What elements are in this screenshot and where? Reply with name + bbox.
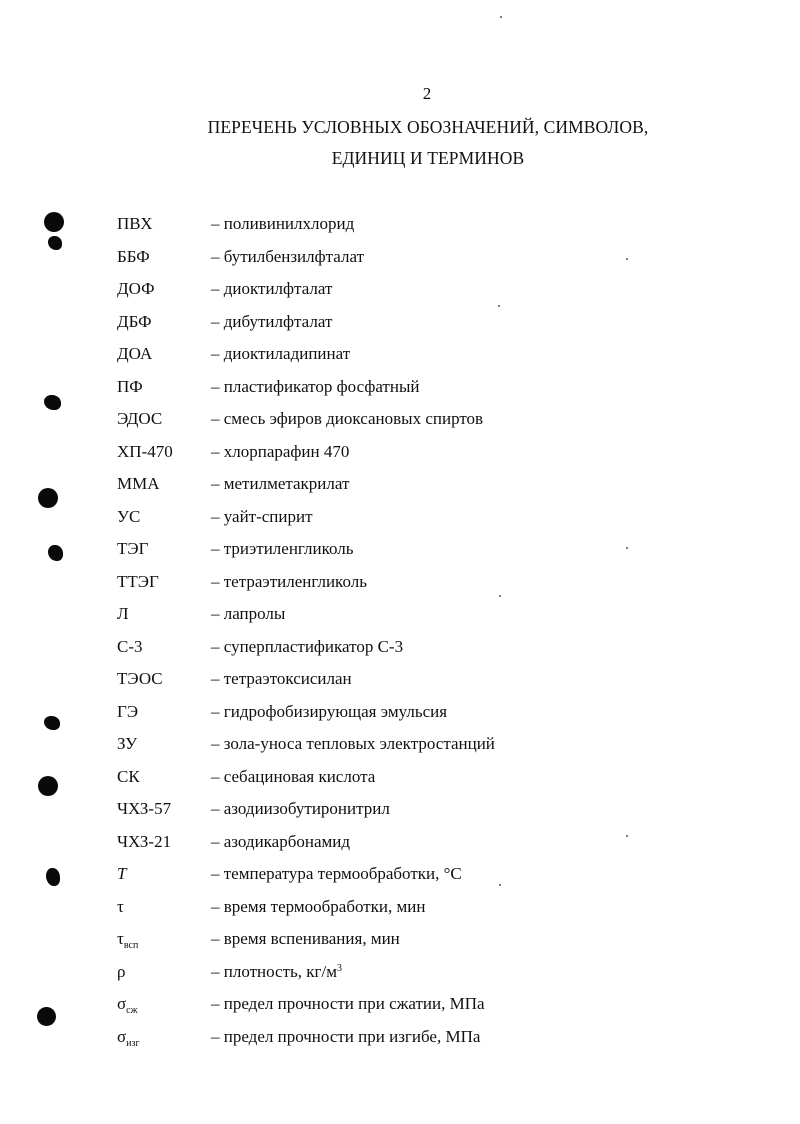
- list-item: [0, 929, 800, 962]
- scan-speck: [626, 258, 628, 260]
- abbreviation: ТТЭГ: [117, 571, 159, 591]
- definition: – предел прочности при сжатии, МПа: [211, 994, 485, 1013]
- definition: – диоктилфталат: [211, 279, 333, 298]
- punch-hole-mark: [38, 776, 58, 796]
- list-item: [0, 962, 800, 995]
- abbreviation: ЗУ: [117, 734, 138, 753]
- punch-hole-mark: [44, 395, 61, 410]
- list-item: [0, 442, 800, 475]
- definition: – тетраэтоксисилан: [211, 669, 352, 688]
- definition: – бутилбензилфталат: [211, 246, 364, 266]
- scan-speck: [500, 16, 502, 18]
- abbreviation: ММА: [117, 474, 160, 493]
- definition: – азодиизобутиронитрил: [211, 799, 390, 818]
- subscript: всп: [123, 940, 139, 951]
- definition: – лапролы: [211, 604, 286, 623]
- list-item: [0, 409, 800, 442]
- list-item: [0, 1027, 800, 1060]
- abbreviation: С-3: [117, 636, 143, 656]
- definition: – предел прочности при изгибе, МПа: [211, 1026, 481, 1046]
- definition: – время вспенивания, мин: [211, 929, 400, 948]
- list-item: [0, 637, 800, 670]
- definition: – дибутилфталат: [211, 311, 333, 331]
- definition: – пластификатор фосфатный: [211, 376, 420, 396]
- list-item: [0, 702, 800, 735]
- subscript: изг: [126, 1037, 140, 1049]
- list-item: [0, 377, 800, 410]
- definition: – суперпластификатор С-3: [211, 636, 404, 656]
- definition: – себациновая кислота: [211, 766, 376, 786]
- list-item: [0, 734, 800, 767]
- list-item: [0, 572, 800, 605]
- abbreviation-symbol-with-subscript: [117, 994, 138, 1016]
- list-item: [0, 312, 800, 345]
- list-item: [0, 214, 800, 247]
- definition: – зола-уноса тепловых электростанций: [211, 734, 495, 753]
- scan-speck: [499, 884, 501, 886]
- list-item: [0, 344, 800, 377]
- abbreviation: ДБФ: [117, 311, 152, 331]
- list-item: [0, 799, 800, 832]
- abbreviation: ДОФ: [117, 279, 155, 298]
- list-item: [0, 832, 800, 865]
- punch-hole-mark: [46, 868, 60, 886]
- list-item: [0, 474, 800, 507]
- abbreviation: УС: [117, 506, 141, 526]
- definition: – диоктиладипинат: [211, 344, 351, 363]
- punch-hole-mark: [44, 716, 60, 730]
- list-item: [0, 669, 800, 702]
- abbreviation: ХП-470: [117, 441, 173, 461]
- definition: – плотность, кг/м: [211, 961, 337, 981]
- scan-speck: [626, 547, 628, 549]
- abbreviation: ББФ: [117, 246, 150, 266]
- definition: – метилметакрилат: [211, 474, 350, 493]
- definition: – температура термообработки, °С: [211, 864, 462, 883]
- abbreviation: СК: [117, 766, 140, 786]
- list-item: [0, 507, 800, 540]
- abbreviation: ТЭОС: [117, 669, 163, 688]
- subscript: сж: [126, 1005, 138, 1016]
- abbreviation: ПФ: [117, 376, 143, 396]
- definition: – тетраэтиленгликоль: [211, 571, 367, 591]
- page-title-line-1: ПЕРЕЧЕНЬ УСЛОВНЫХ ОБОЗНАЧЕНИЙ, СИМВОЛОВ,: [207, 117, 649, 137]
- list-item: [0, 897, 800, 930]
- abbreviation-symbol-with-subscript: [117, 929, 138, 951]
- punch-hole-mark: [48, 545, 63, 561]
- abbreviation: T: [117, 864, 127, 883]
- page-number: 2: [422, 84, 432, 103]
- list-item: [0, 994, 800, 1027]
- list-item: [0, 279, 800, 312]
- abbreviation: ЧХЗ-57: [117, 799, 172, 818]
- abbreviation: ρ: [117, 961, 126, 981]
- scan-speck: [499, 595, 501, 597]
- abbreviation: ПВХ: [117, 214, 153, 233]
- abbreviation: ЭДОС: [117, 409, 163, 428]
- list-item: [0, 864, 800, 897]
- abbreviation: τ: [117, 896, 124, 916]
- list-item: [0, 539, 800, 572]
- definition: – уайт-спирит: [211, 506, 313, 526]
- scan-speck: [498, 305, 500, 307]
- page-title-line-2: ЕДИНИЦ И ТЕРМИНОВ: [331, 148, 525, 168]
- punch-hole-mark: [38, 488, 58, 508]
- scan-speck: [626, 835, 628, 837]
- abbreviation: ГЭ: [117, 701, 139, 721]
- superscript: 3: [337, 962, 342, 974]
- definition: – поливинилхлорид: [211, 214, 355, 233]
- definition: – смесь эфиров диоксановых спиртов: [211, 409, 484, 428]
- definition-with-superscript: [211, 962, 342, 982]
- punch-hole-mark: [44, 212, 64, 232]
- list-item: [0, 604, 800, 637]
- punch-hole-mark: [48, 236, 62, 250]
- abbreviation: ДОА: [117, 344, 153, 363]
- abbreviation-list: [0, 214, 800, 1059]
- definition: – гидрофобизирующая эмульсия: [211, 701, 448, 721]
- abbreviation: ЧХЗ-21: [117, 831, 172, 851]
- definition: – триэтиленгликоль: [211, 539, 354, 558]
- abbreviation: ТЭГ: [117, 539, 149, 558]
- list-item: [0, 767, 800, 800]
- symbol: τ: [117, 929, 124, 948]
- definition: – азодикарбонамид: [211, 831, 351, 851]
- definition: – хлорпарафин 470: [211, 441, 350, 461]
- abbreviation: Л: [117, 604, 129, 623]
- symbol: σ: [117, 994, 127, 1013]
- punch-hole-mark: [37, 1007, 56, 1026]
- list-item: [0, 247, 800, 280]
- abbreviation-symbol-with-subscript: [117, 1027, 140, 1049]
- symbol: σ: [117, 1026, 127, 1046]
- definition: – время термообработки, мин: [211, 896, 426, 916]
